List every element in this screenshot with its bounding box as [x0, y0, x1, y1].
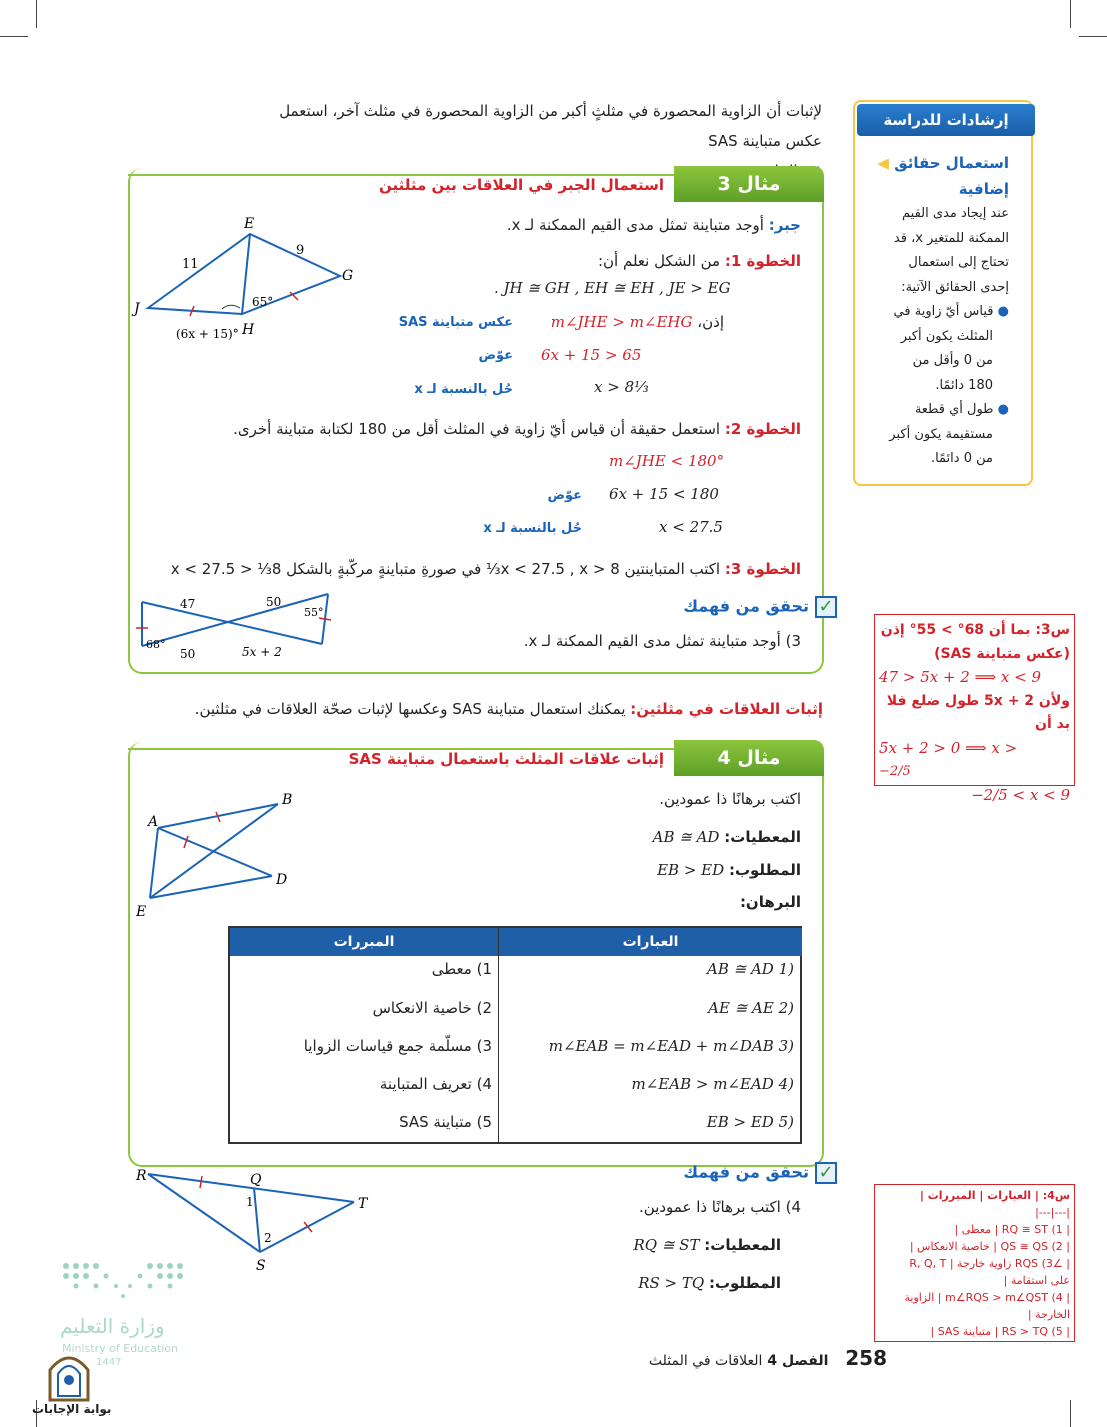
answer-3-box: س3: بما أن 68° > 55° إذن (عكس متباينة SAS) 47 > 5x + 2 ⟹ x < 9 ولأن 5x + 2 طول ضلع فلا بد أن 5x + 2 > 0 ⟹ x > −2/5 −2/5 < x < 9: [874, 614, 1075, 786]
crop-mark: [1070, 0, 1071, 28]
proof-statement: (3 m∠EAB = m∠EAD + m∠DAB: [548, 1037, 794, 1055]
example-3-note: حُل بالنسبة لـ x: [483, 521, 582, 536]
segment-RS: [148, 1174, 260, 1252]
example-4-figure: [132, 786, 302, 921]
ministry-name-en: Ministry of Education: [62, 1342, 179, 1355]
label-A: A: [148, 814, 159, 830]
example-3-step-1-line-3: x > 8⅓: [594, 378, 649, 396]
example-3-step-2-line-1: m∠JHE < 180°: [609, 452, 725, 470]
example-3-note: عوّض: [547, 488, 582, 503]
example-4-title: إثبات علاقات المثلث باستعمال متباينة SAS: [348, 750, 664, 768]
proof-reason: 2) خاصية الانعكاس: [372, 999, 492, 1017]
label-Q: Q: [250, 1172, 262, 1188]
segment-ST: [260, 1202, 354, 1252]
crop-mark: [0, 36, 28, 37]
example-3-step-1: الخطوة 1: من الشكل نعلم أن:: [597, 252, 801, 270]
check-3-figure: [132, 588, 342, 668]
bullet-icon: ●: [997, 402, 1009, 417]
example-4-given: المعطيات: AB ≅ AD: [652, 828, 801, 846]
example-3-header: [128, 166, 824, 202]
portal-logo-icon: [46, 1350, 92, 1402]
example-3-task: جبر: أوجد متباينة تمثل مدى القيم الممكنة لـ x.: [506, 216, 801, 234]
label-B: B: [282, 792, 293, 808]
segment-EB: [150, 804, 278, 898]
label-H: H: [242, 322, 255, 338]
sidebar-title: إرشادات للدراسة: [857, 104, 1035, 136]
angle-arc: [222, 305, 240, 309]
tick-mark: [184, 836, 188, 848]
page-footer: [649, 1346, 887, 1370]
ministry-logo-dots: [60, 1258, 190, 1302]
answer-4-box: س4: | العبارات | المبررات | |---|---| | RQ ≅ ST (1 | معطى | | QS ≅ QS (2 | خاصية الانعكاس | | ∠RQS (3 زاوية خارجة | R, Q, T على استقامة | | m∠RQS > m∠QST (4 | الزاوية الخارجة | | RS > TQ (5 | متباينة SAS |: [874, 1184, 1075, 1342]
crop-mark: [1079, 36, 1107, 37]
label-D: D: [276, 872, 288, 888]
proof-reason: 4) تعريف المتباينة: [379, 1075, 492, 1093]
chapter-label: الفصل 4: [767, 1353, 829, 1369]
page-number: 258: [845, 1346, 887, 1370]
checkmark-icon: ✓: [815, 596, 837, 618]
example-3-figure: [130, 212, 370, 352]
proof-statement: (1 AB ≅ AD: [706, 960, 794, 978]
proof-header-reasons: المبررات: [230, 928, 498, 956]
label-side-EG: 9: [296, 243, 305, 258]
example-3-step-1-line-1: إذن، m∠JHE > m∠EHG: [550, 313, 724, 331]
bullet-icon: ●: [997, 304, 1009, 319]
example-3-note: عكس متباينة SAS: [398, 315, 513, 330]
segment-ED: [150, 876, 272, 898]
segment-AE: [150, 828, 158, 898]
proof-reason: 1) معطى: [431, 960, 492, 978]
label-side: 50: [266, 595, 282, 609]
label-angle-EHG: 65°: [252, 295, 274, 309]
check-understanding-4-item: 4) اكتب برهانًا ذا عمودين.: [639, 1198, 801, 1216]
example-4-task: اكتب برهانًا ذا عمودين.: [659, 790, 801, 808]
study-tip-sidebar: [853, 100, 1033, 486]
example-3-step-2: الخطوة 2: استعمل حقيقة أن قياس أيّ زاوية في المثلث أقل من 180 لكتابة متباينة أخرى.: [233, 420, 801, 438]
section-heading: إثبات العلاقات في مثلثين: يمكنك استعمال متباينة SAS وعكسها لإثبات صحّة العلاقات في مثلثين.: [194, 700, 823, 718]
example-3-step-1-line-2: 6x + 15 > 65: [541, 346, 642, 364]
proof-statement: (2 AE ≅ AE: [708, 999, 794, 1017]
segment-EH: [242, 234, 250, 314]
label-angle: 68°: [146, 638, 166, 651]
example-3-title: استعمال الجبر في العلاقات بين مثلثين: [378, 176, 664, 194]
sidebar-body: عند إيجاد مدى القيم الممكنة للمتغير x، قد تحتاج إلى استعمال إحدى الحقائق الآتية: ● قياس أيّ زاوية في المثلث يكون أكبر من 0 وأقل من 180 دائمًا. ● طول أي قطعة مستقيمة يكون أكبر من 0 دائمًا.: [889, 206, 1009, 466]
check-understanding-3-item: 3) أوجد متباينة تمثل مدى القيم الممكنة لـ x.: [523, 632, 801, 650]
ministry-year: 1447: [96, 1357, 122, 1368]
label-E: E: [136, 904, 147, 920]
example-3-step-1-facts: . JH ≅ GH , EH ≅ EH , JE > EG: [494, 279, 731, 297]
example-4-header: [128, 740, 824, 776]
segment-QS: [254, 1188, 260, 1252]
intro-line: لإثبات أن الزاوية المحصورة في مثلثٍ أكبر من الزاوية المحصورة في مثلث آخر، استعمل عكس متباينة SAS: [279, 102, 822, 150]
check-understanding-4-title: ✓تحقق من فهمك: [683, 1162, 837, 1184]
segment-AD: [158, 828, 272, 876]
example-3-note: عوّض: [478, 348, 513, 363]
check-4-given: المعطيات: RQ ≅ ST: [633, 1236, 781, 1254]
example-3-step-2-line-2: 6x + 15 < 180: [609, 485, 719, 503]
label-side: 47: [180, 597, 196, 611]
example-3-step-3: الخطوة 3: اكتب المتباينتين x < 27.5 , x > 8⅓ في صورةِ متباينةٍ مركّبةٍ بالشكل 8⅓ < x < 27.5: [170, 560, 801, 578]
check-understanding-3-title: ✓تحقق من فهمك: [683, 596, 837, 618]
proof-reason: 5) متباينة SAS: [399, 1113, 492, 1131]
label-J: J: [134, 301, 140, 317]
label-R: R: [136, 1168, 147, 1184]
sidebar-subtitle: استعمال حقائق ◀ إضافية: [877, 154, 1009, 198]
label-G: G: [342, 268, 354, 284]
label-side-JE: 11: [182, 257, 199, 272]
proof-reason: 3) مسلّمة جمع قياسات الزوايا: [303, 1037, 492, 1055]
label-S: S: [256, 1258, 266, 1274]
label-angle-2: 2: [264, 1231, 272, 1245]
label-side: 5x + 2: [242, 645, 282, 659]
proof-statement: (5 EB > ED: [706, 1113, 794, 1131]
label-angle-1: 1: [246, 1195, 254, 1209]
check-4-prove: المطلوب: RS > TQ: [638, 1274, 781, 1292]
example-3-step-2-line-3: x < 27.5: [659, 518, 723, 536]
portal-name: بوابة الإجابات: [32, 1402, 112, 1416]
example-4-prove: المطلوب: EB > ED: [657, 861, 801, 879]
example-3-badge: مثال 3: [674, 166, 824, 202]
example-4-badge: مثال 4: [674, 740, 824, 776]
example-3-note: حُل بالنسبة لـ x: [414, 382, 513, 397]
crop-mark: [36, 0, 37, 28]
column-divider: [498, 928, 499, 1144]
label-E: E: [244, 216, 255, 232]
proof-table: [228, 926, 802, 1144]
example-4-proof-label: البرهان:: [739, 893, 801, 911]
ministry-name-ar: وزارة التعليم: [60, 1314, 165, 1338]
chapter-title: العلاقات في المثلث: [648, 1353, 763, 1369]
label-T: T: [358, 1196, 368, 1212]
checkmark-icon: ✓: [815, 1162, 837, 1184]
label-angle-JHE: (6x + 15)°: [176, 327, 239, 341]
crop-mark: [1070, 1400, 1071, 1427]
tick-mark: [200, 1176, 202, 1188]
proof-header-statements: العبارات: [499, 928, 802, 956]
label-side: 50: [180, 647, 196, 661]
label-angle: 55°: [304, 606, 324, 619]
proof-statement: (4 m∠EAB > m∠EAD: [631, 1075, 794, 1093]
